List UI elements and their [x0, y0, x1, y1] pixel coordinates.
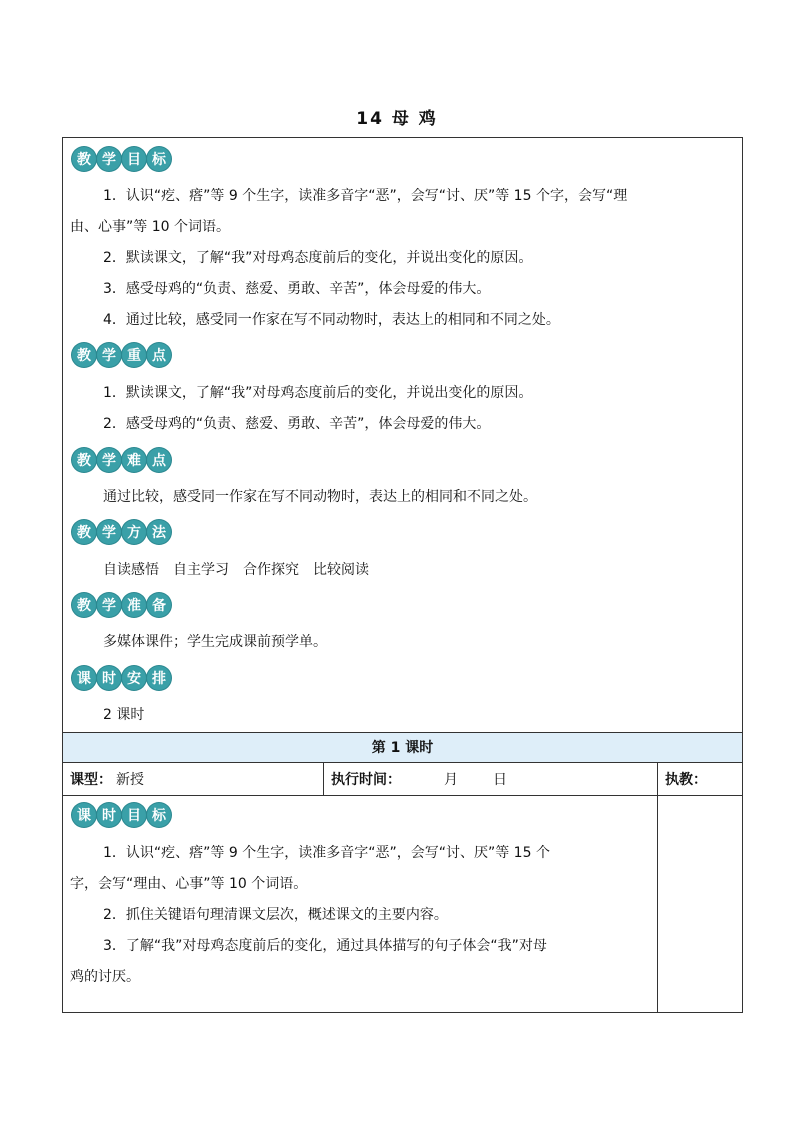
section-heading-schedule: [72, 666, 171, 692]
heading-char: 方: [122, 520, 146, 544]
section-heading-difficulties: [72, 448, 171, 474]
heading-char: 课: [72, 666, 96, 690]
heading-char: 教: [72, 147, 96, 171]
schedule-line: 2 课时: [103, 707, 145, 723]
heading-char: 学: [97, 593, 121, 617]
goal-line: 4．通过比较，感受同一作家在写不同动物时，表达上的相同和不同之处。: [103, 312, 560, 328]
teacher-label: 执教：: [665, 772, 707, 788]
month-label: 月: [444, 772, 458, 788]
day-label: 日: [493, 772, 507, 788]
divider: [323, 763, 324, 796]
goal-line: 1．认识“疙、瘩”等 9 个生字，读准多音字“恶”，会写“讨、厌”等 15 个字，会写“理: [103, 188, 628, 204]
heading-char: 标: [147, 803, 171, 827]
heading-char: 准: [122, 593, 146, 617]
lesson-goal-line: 字，会写“理由、心事”等 10 个词语。: [70, 876, 308, 892]
heading-char: 点: [147, 448, 171, 472]
lesson-goal-line: 3．了解“我”对母鸡态度前后的变化，通过具体描写的句子体会“我”对母: [103, 938, 547, 954]
heading-char: 课: [72, 803, 96, 827]
goal-line: 2．默读课文，了解“我”对母鸡态度前后的变化，并说出变化的原因。: [103, 250, 533, 266]
section-heading-teaching-goals: [72, 147, 171, 173]
heading-char: 标: [147, 147, 171, 171]
preparation-line: 多媒体课件；学生完成课前预学单。: [103, 634, 327, 650]
goal-line: 由、心事”等 10 个词语。: [70, 219, 230, 235]
heading-char: 目: [122, 147, 146, 171]
heading-char: 学: [97, 147, 121, 171]
heading-char: 排: [147, 666, 171, 690]
heading-char: 学: [97, 448, 121, 472]
lesson-goal-line: 1．认识“疙、瘩”等 9 个生字，读准多音字“恶”，会写“讨、厌”等 15 个: [103, 845, 550, 861]
lesson-goal-line: 鸡的讨厌。: [70, 969, 140, 985]
heading-char: 备: [147, 593, 171, 617]
section-heading-key-points: [72, 343, 171, 369]
page-title: 14 母 鸡: [356, 109, 438, 129]
heading-char: 时: [97, 666, 121, 690]
lesson-type-label: 课型：: [70, 772, 112, 788]
lesson-band: 第 1 课时: [63, 732, 742, 763]
heading-char: 教: [72, 593, 96, 617]
section-heading-methods: [72, 520, 171, 546]
heading-char: 教: [72, 343, 96, 367]
difficulty-line: 通过比较，感受同一作家在写不同动物时，表达上的相同和不同之处。: [103, 489, 537, 505]
method-line: 自读感悟 自主学习 合作探究 比较阅读: [103, 562, 369, 578]
heading-char: 时: [97, 803, 121, 827]
goal-line: 3．感受母鸡的“负责、慈爱、勇敢、辛苦”，体会母爱的伟大。: [103, 281, 491, 297]
heading-char: 目: [122, 803, 146, 827]
key-point-line: 2．感受母鸡的“负责、慈爱、勇敢、辛苦”，体会母爱的伟大。: [103, 416, 491, 432]
lesson-goal-line: 2．抓住关键语句理清课文层次，概述课文的主要内容。: [103, 907, 448, 923]
section-heading-preparation: [72, 593, 171, 619]
key-point-line: 1．默读课文，了解“我”对母鸡态度前后的变化，并说出变化的原因。: [103, 385, 533, 401]
heading-char: 难: [122, 448, 146, 472]
heading-char: 教: [72, 448, 96, 472]
divider: [657, 763, 658, 1013]
heading-char: 重: [122, 343, 146, 367]
heading-char: 法: [147, 520, 171, 544]
heading-char: 学: [97, 343, 121, 367]
lesson-type-value: 新授: [116, 772, 144, 788]
row-divider: [63, 795, 742, 796]
heading-char: 学: [97, 520, 121, 544]
section-heading-lesson-goals: [72, 803, 171, 829]
heading-char: 安: [122, 666, 146, 690]
heading-char: 点: [147, 343, 171, 367]
heading-char: 教: [72, 520, 96, 544]
exec-time-label: 执行时间：: [331, 772, 401, 788]
